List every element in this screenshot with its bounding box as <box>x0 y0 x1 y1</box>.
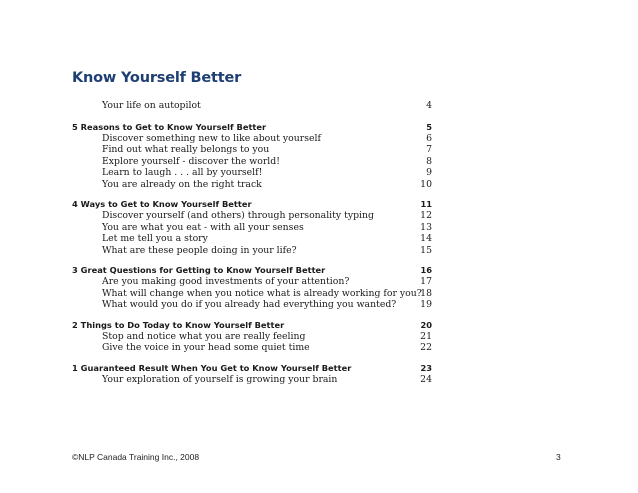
toc-entry-page: 24 <box>420 373 432 385</box>
toc-entry-page: 14 <box>420 233 432 244</box>
toc-entry <box>72 233 438 245</box>
toc-entry-page: 13 <box>420 221 432 233</box>
document-title: Know Yourself Better <box>72 70 242 86</box>
toc-entry-text: Discover something new to like about yourself <box>102 132 321 144</box>
toc-entry <box>72 331 438 343</box>
toc-entry-page: 7 <box>426 144 432 155</box>
section-gap <box>72 311 438 319</box>
toc-entry-text: Find out what really belongs to you <box>102 144 270 155</box>
toc-entry-text: Explore yourself - discover the world! <box>102 155 280 167</box>
toc-entry <box>72 276 438 288</box>
toc-section-page: 11 <box>420 199 432 209</box>
footer-copyright: ©NLP Canada Training Inc., 2008 <box>72 452 200 462</box>
toc-section-page: 20 <box>420 319 432 330</box>
toc-entry-text: Let me tell you a story <box>102 233 208 244</box>
toc-section-page: 23 <box>420 362 432 373</box>
toc-section-heading <box>72 121 438 133</box>
toc-entry <box>72 144 438 156</box>
toc-entry <box>72 222 438 234</box>
toc-section-page: 5 <box>426 121 432 132</box>
toc-entry <box>72 245 438 257</box>
toc-entry-page: 19 <box>420 299 432 310</box>
section-gap <box>72 256 438 264</box>
section-gap <box>72 190 438 198</box>
toc-entry <box>72 133 438 145</box>
toc-section-title: 2 Things to Do Today to Know Yourself Better <box>72 319 285 330</box>
toc-entry-page: 9 <box>426 167 432 178</box>
toc-entry-text: Your life on autopilot <box>102 100 201 111</box>
toc-entry-page: 8 <box>426 155 432 167</box>
toc-entry-page: 15 <box>420 244 432 256</box>
table-of-contents <box>72 100 438 385</box>
toc-entry-page: 4 <box>426 100 432 111</box>
toc-entry-text: What will change when you notice what is already working for you? <box>102 287 422 299</box>
toc-entry-page: 21 <box>420 330 432 342</box>
toc-section-title: 3 Great Questions for Getting to Know Yourself Better <box>72 265 326 275</box>
toc-section-heading <box>72 198 438 210</box>
toc-section-title: 1 Guaranteed Result When You Get to Know Yourself Better <box>72 362 352 373</box>
toc-section-heading <box>72 362 438 374</box>
footer-page-number: 3 <box>556 452 561 462</box>
toc-entry-text: What would you do if you already had everything you wanted? <box>102 299 397 310</box>
toc-entry <box>72 100 438 112</box>
toc-entry <box>72 288 438 300</box>
toc-entry <box>72 179 438 191</box>
toc-entry <box>72 342 438 354</box>
section-gap <box>72 354 438 362</box>
toc-entry-page: 6 <box>426 132 432 144</box>
toc-section-heading <box>72 319 438 331</box>
toc-entry-page: 22 <box>420 342 432 353</box>
toc-entry-text: Your exploration of yourself is growing your brain <box>102 373 338 385</box>
toc-section-title: 4 Ways to Get to Know Yourself Better <box>72 199 252 209</box>
toc-entry-page: 10 <box>420 178 432 190</box>
toc-section-heading <box>72 264 438 276</box>
toc-entry-text: You are what you eat - with all your senses <box>102 221 304 233</box>
toc-entry-text: You are already on the right track <box>102 178 262 190</box>
toc-entry <box>72 299 438 311</box>
toc-entry-text: Learn to laugh . . . all by yourself! <box>102 167 263 178</box>
toc-entry-page: 17 <box>420 276 432 287</box>
toc-entry <box>72 210 438 222</box>
toc-entry-text: Discover yourself (and others) through personality typing <box>102 210 374 221</box>
toc-entry-text: Give the voice in your head some quiet time <box>102 342 310 353</box>
toc-section-page: 16 <box>420 265 432 275</box>
section-gap <box>72 112 438 121</box>
toc-section-title: 5 Reasons to Get to Know Yourself Better <box>72 121 267 132</box>
toc-entry <box>72 374 438 386</box>
toc-entry-text: Stop and notice what you are really feeling <box>102 330 306 342</box>
toc-entry-page: 18 <box>420 287 432 299</box>
toc-entry-text: Are you making good investments of your attention? <box>102 276 350 287</box>
toc-entry <box>72 167 438 179</box>
toc-entry <box>72 156 438 168</box>
toc-entry-text: What are these people doing in your life? <box>102 244 297 256</box>
toc-entry-page: 12 <box>420 210 432 221</box>
